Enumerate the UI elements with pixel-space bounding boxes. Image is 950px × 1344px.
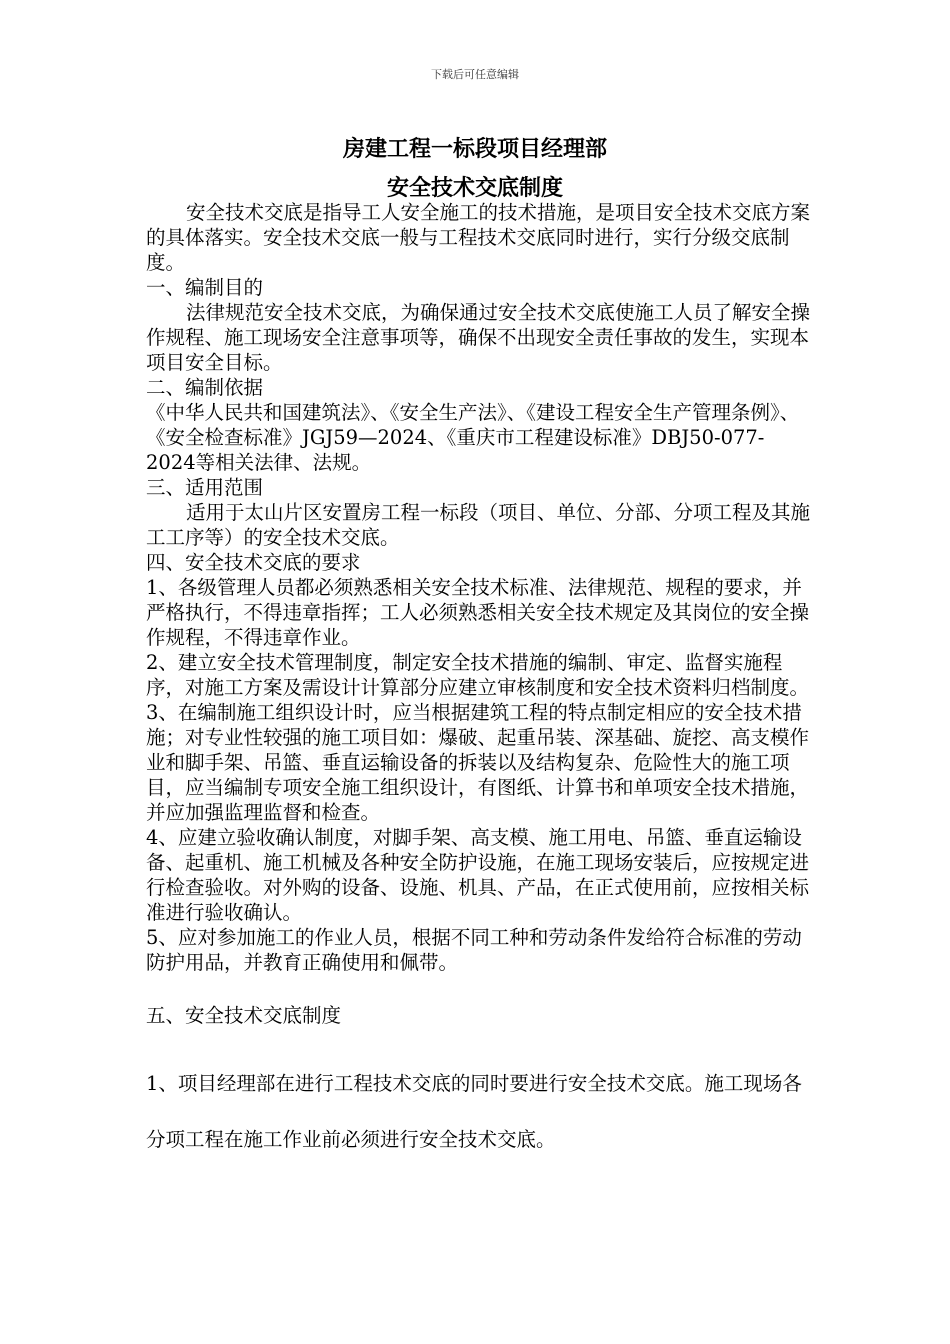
system-item: 1、项目经理部在进行工程技术交底的同时要进行安全技术交底。施工现场各分项工程在施工作业前必须进行安全技术交底。 bbox=[146, 1072, 802, 1151]
document-body bbox=[146, 200, 810, 1168]
requirement-item: 3、在编制施工组织设计时，应当根据建筑工程的特点制定相应的安全技术措施；对专业性较强的施工项目如：爆破、起重吊装、深基础、旋挖、高支模作业和脚手架、吊篮、垂直运输设备的拆装以及结构复杂、危险性大的施工项目，应当编制专项安全施工组织设计，有图纸、计算书和单项安全技术措施，并应加强监理监督和检查。 bbox=[146, 701, 810, 824]
requirement-item: 2、建立安全技术管理制度，制定安全技术措施的编制、审定、监督实施程序，对施工方案及需设计计算部分应建立审核制度和安全技术资料归档制度。 bbox=[146, 651, 810, 699]
section-heading-system: 五、安全技术交底制度 bbox=[146, 1004, 342, 1027]
section-body-basis: 《中华人民共和国建筑法》、《安全生产法》、《建设工程安全生产管理条例》、《安全检查标准》JGJ59—2024、《重庆市工程建设标准》DBJ50-077-2024等相关法律、法规。 bbox=[146, 401, 800, 474]
requirement-item: 4、应建立验收确认制度，对脚手架、高支模、施工用电、吊篮、垂直运输设备、起重机、施工机械及各种安全防护设施，在施工现场安装后，应按规定进行检查验收。对外购的设备、设施、机具、产品，在正式使用前，应按相关标准进行验收确认。 bbox=[146, 826, 810, 924]
requirement-item: 5、应对参加施工的作业人员，根据不同工种和劳动条件发给符合标准的劳动防护用品，并教育正确使用和佩带。 bbox=[146, 926, 802, 974]
section-body-purpose: 法律规范安全技术交底，为确保通过安全技术交底使施工人员了解安全操作规程、施工现场安全注意事项等，确保不出现安全责任事故的发生，实现本项目安全目标。 bbox=[146, 301, 811, 374]
intro-paragraph: 安全技术交底是指导工人安全施工的技术措施，是项目安全技术交底方案的具体落实。安全技术交底一般与工程技术交底同时进行，实行分级交底制度。 bbox=[146, 201, 811, 274]
section-heading-requirements: 四、安全技术交底的要求 bbox=[146, 551, 361, 574]
document-title: 房建工程一标段项目经理部 bbox=[342, 136, 607, 162]
section-heading-scope: 三、适用范围 bbox=[146, 476, 264, 499]
section-body-scope: 适用于太山片区安置房工程一标段（项目、单位、分部、分项工程及其施工工序等）的安全技术交底。 bbox=[146, 501, 811, 549]
document-subtitle: 安全技术交底制度 bbox=[386, 175, 563, 201]
section-heading-basis: 二、编制依据 bbox=[146, 376, 264, 399]
page-header-note: 下载后可任意编辑 bbox=[431, 68, 519, 81]
section-heading-purpose: 一、编制目的 bbox=[146, 276, 264, 299]
requirement-item: 1、各级管理人员都必须熟悉相关安全技术标准、法律规范、规程的要求，并严格执行，不得违章指挥；工人必须熟悉相关安全技术规定及其岗位的安全操作规程，不得违章作业。 bbox=[146, 576, 810, 649]
